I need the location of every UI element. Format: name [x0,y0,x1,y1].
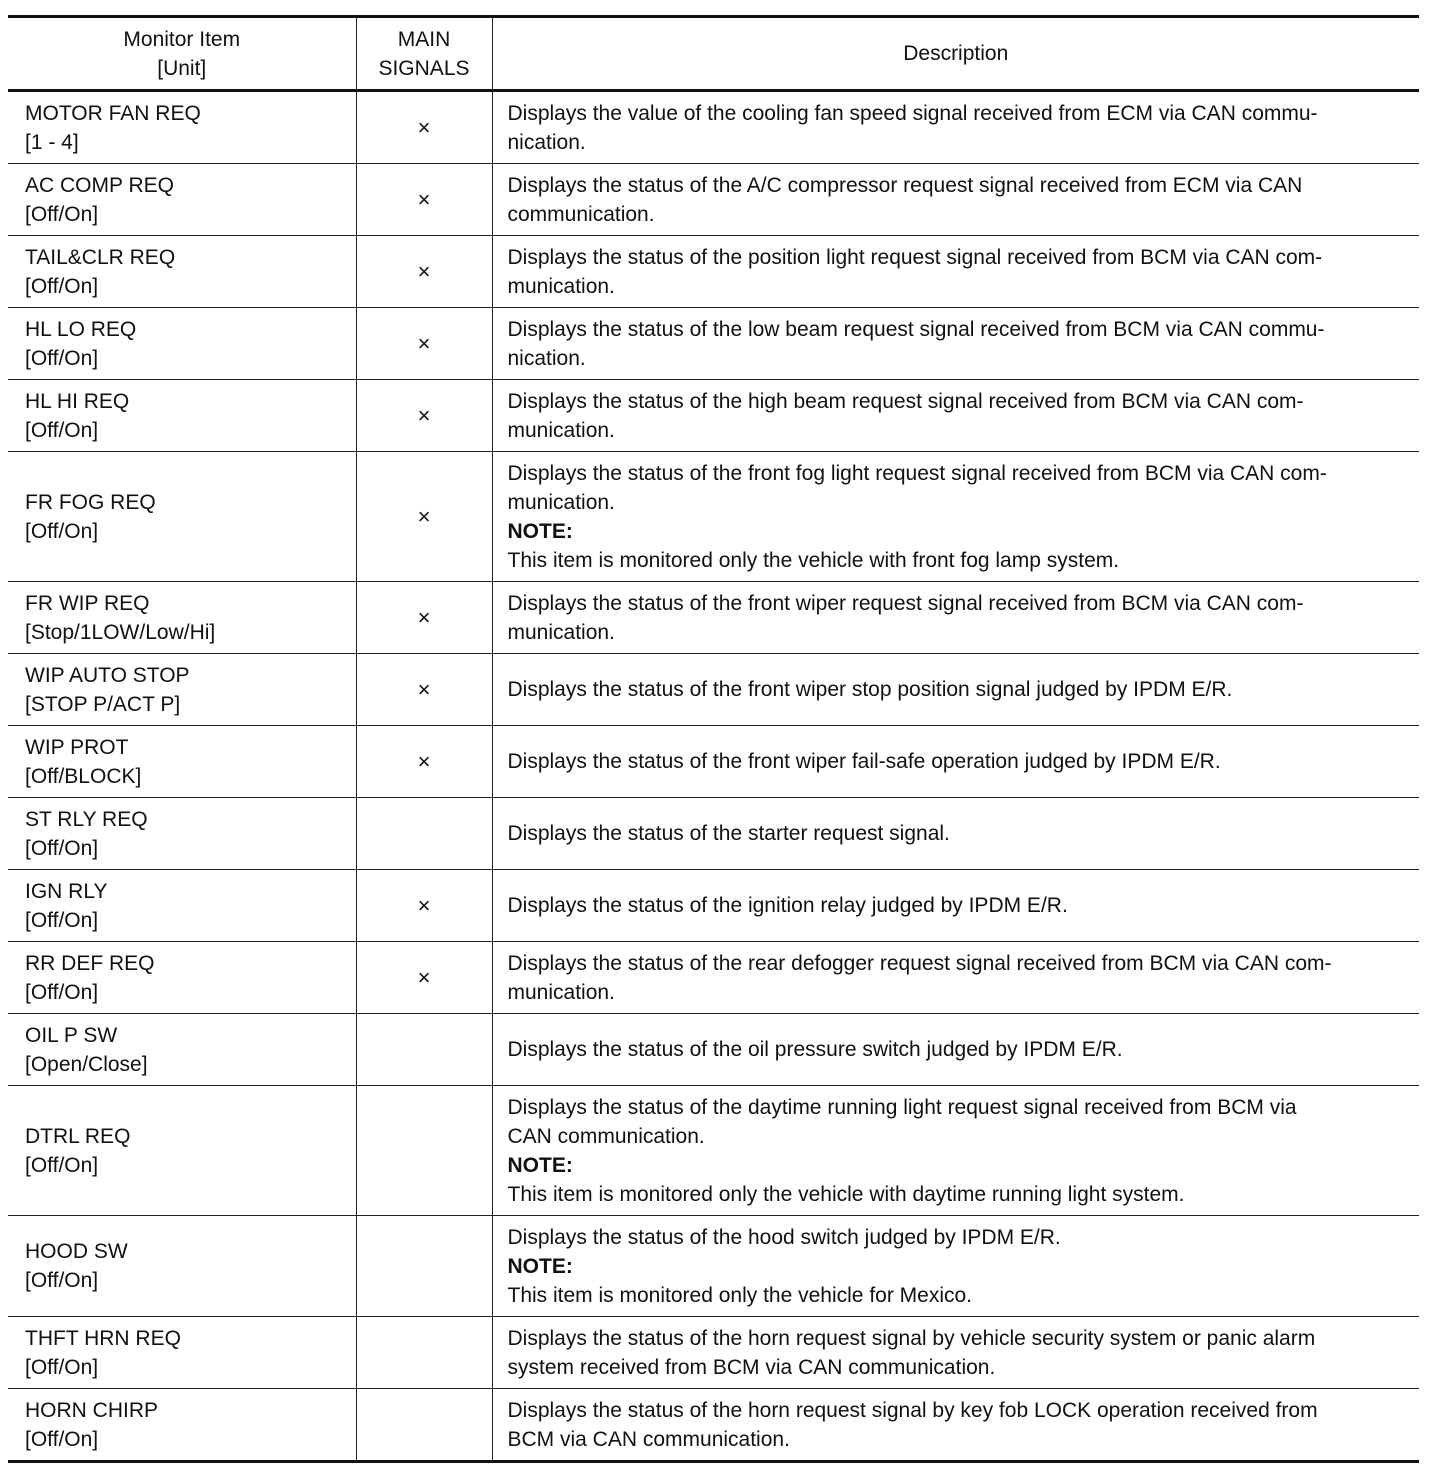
description-cell [492,654,1419,726]
table-row [8,452,1419,582]
monitor-item-unit: [Off/On] [25,519,99,543]
description-line: munication. [507,980,615,1004]
header-unit-label: [Unit] [157,56,207,80]
monitor-item-unit: [Off/On] [25,202,99,226]
monitor-item-name: MOTOR FAN REQ [25,101,201,125]
main-signal-mark: × [356,654,492,726]
description-line: Displays the status of the hood switch judged by IPDM E/R. [507,1225,1061,1249]
monitor-item-table [8,15,1419,1463]
description-cell [492,798,1419,870]
monitor-item-name: FR WIP REQ [25,591,150,615]
monitor-item-unit: [Off/On] [25,908,99,932]
monitor-item-name: FR FOG REQ [25,490,156,514]
description-line: Displays the status of the ignition relay judged by IPDM E/R. [507,894,1068,917]
monitor-item-unit: [Stop/1LOW/Low/Hi] [25,620,216,644]
note-text: This item is monitored only the vehicle for Mexico. [507,1283,973,1307]
main-signal-mark: × [356,942,492,1014]
table-header-row [8,17,1419,91]
table-row [8,1216,1419,1317]
monitor-item-cell [8,726,356,798]
description-line: Displays the status of the front wiper request signal received from BCM via CAN com- [507,591,1304,615]
monitor-item-unit: [STOP P/ACT P] [25,692,181,716]
monitor-item-unit: [Off/On] [25,836,99,860]
monitor-item-cell [8,798,356,870]
description-line: Displays the status of the rear defogger request signal received from BCM via CAN com- [507,951,1332,975]
table-row [8,726,1419,798]
description-line: Displays the status of the front wiper stop position signal judged by IPDM E/R. [507,678,1233,701]
description-line: Displays the status of the high beam request signal received from BCM via CAN com- [507,389,1304,413]
main-signal-mark: × [356,870,492,942]
description-line: nication. [507,346,586,370]
description-line: Displays the status of the oil pressure switch judged by IPDM E/R. [507,1038,1123,1061]
main-signal-mark [356,1216,492,1317]
description-line: Displays the status of the position light request signal received from BCM via CAN com- [507,245,1323,269]
table-row [8,582,1419,654]
main-signal-mark: × [356,164,492,236]
description-line: CAN communication. [507,1124,705,1148]
monitor-item-unit: [Off/BLOCK] [25,764,142,788]
description-cell [492,1216,1419,1317]
main-signal-mark: × [356,308,492,380]
header-monitor-item-label: Monitor Item [123,27,241,51]
description-line: Displays the status of the horn request signal by vehicle security system or panic alarm [507,1326,1316,1350]
table-row [8,798,1419,870]
description-line: Displays the status of the low beam request signal received from BCM via CAN commu- [507,317,1325,341]
description-line: Displays the status of the front wiper fail-safe operation judged by IPDM E/R. [507,750,1221,773]
description-line: Displays the status of the A/C compressor request signal received from ECM via CAN [507,173,1303,197]
monitor-item-name: OIL P SW [25,1023,118,1047]
monitor-item-name: THFT HRN REQ [25,1326,181,1350]
description-cell [492,236,1419,308]
description-line: nication. [507,130,586,154]
monitor-item-cell [8,1014,356,1086]
header-signals-label: SIGNALS [378,56,470,80]
monitor-item-name: IGN RLY [25,879,108,903]
note-label: NOTE: [507,519,573,543]
monitor-item-name: HL HI REQ [25,389,130,413]
note-label: NOTE: [507,1254,573,1278]
monitor-item-name: ST RLY REQ [25,807,148,831]
monitor-item-cell [8,942,356,1014]
main-signal-mark [356,1389,492,1462]
monitor-item-name: TAIL&CLR REQ [25,245,176,269]
description-line: Displays the status of the daytime running light request signal received from BCM via [507,1095,1297,1119]
monitor-item-unit: [Off/On] [25,418,99,442]
table-row [8,870,1419,942]
description-cell [492,452,1419,582]
monitor-item-cell [8,236,356,308]
description-cell [492,1014,1419,1086]
table-row [8,1317,1419,1389]
description-cell [492,942,1419,1014]
monitor-table-container [8,15,1419,1463]
monitor-item-cell [8,582,356,654]
table-row [8,654,1419,726]
description-line: Displays the status of the horn request signal by key fob LOCK operation received from [507,1398,1318,1422]
monitor-item-unit: [Off/On] [25,1355,99,1379]
monitor-item-name: RR DEF REQ [25,951,155,975]
monitor-item-name: HL LO REQ [25,317,137,341]
header-main-signals [356,17,492,91]
main-signal-mark: × [356,582,492,654]
monitor-item-cell [8,1216,356,1317]
description-line: Displays the status of the front fog light request signal received from BCM via CAN com- [507,461,1327,485]
description-cell [492,91,1419,164]
monitor-item-unit: [Off/On] [25,1427,99,1451]
monitor-item-unit: [Off/On] [25,346,99,370]
table-row [8,236,1419,308]
main-signal-mark [356,1317,492,1389]
monitor-item-unit: [Off/On] [25,274,99,298]
description-line: munication. [507,274,615,298]
note-label: NOTE: [507,1153,573,1177]
table-row [8,91,1419,164]
main-signal-mark: × [356,726,492,798]
monitor-item-cell [8,654,356,726]
monitor-item-cell [8,308,356,380]
monitor-item-cell [8,1317,356,1389]
description-line: system received from BCM via CAN communication. [507,1355,996,1379]
monitor-item-name: HOOD SW [25,1240,128,1263]
main-signal-mark: × [356,452,492,582]
description-cell [492,164,1419,236]
table-row [8,380,1419,452]
header-main-label: MAIN [397,27,451,51]
description-cell [492,582,1419,654]
monitor-item-cell [8,380,356,452]
main-signal-mark: × [356,380,492,452]
monitor-item-unit: [Off/On] [25,1153,99,1177]
description-line: Displays the value of the cooling fan speed signal received from ECM via CAN commu- [507,101,1318,125]
monitor-item-cell [8,164,356,236]
description-cell [492,1389,1419,1462]
description-cell [492,1086,1419,1216]
table-row [8,1389,1419,1462]
description-cell [492,380,1419,452]
monitor-item-unit: [Open/Close] [25,1052,148,1076]
table-body [8,91,1419,1462]
description-cell [492,1317,1419,1389]
description-line: communication. [507,202,655,226]
main-signal-mark: × [356,91,492,164]
monitor-item-name: DTRL REQ [25,1124,131,1148]
description-line: BCM via CAN communication. [507,1427,790,1451]
description-line: munication. [507,418,615,442]
header-description: Description [492,17,1419,91]
main-signal-mark [356,798,492,870]
monitor-item-cell [8,91,356,164]
table-row [8,1014,1419,1086]
monitor-item-cell [8,1086,356,1216]
table-row [8,1086,1419,1216]
table-row [8,308,1419,380]
main-signal-mark [356,1014,492,1086]
description-line: munication. [507,620,615,644]
description-cell [492,870,1419,942]
monitor-item-unit: [Off/On] [25,980,99,1004]
monitor-item-name: AC COMP REQ [25,173,174,197]
description-cell [492,726,1419,798]
monitor-item-name: WIP AUTO STOP [25,663,190,687]
header-monitor-item [8,17,356,91]
monitor-item-name: HORN CHIRP [25,1398,159,1422]
monitor-item-cell [8,1389,356,1462]
main-signal-mark [356,1086,492,1216]
note-text: This item is monitored only the vehicle with front fog lamp system. [507,548,1120,572]
monitor-item-unit: [Off/On] [25,1269,99,1292]
monitor-item-cell [8,870,356,942]
monitor-item-unit: [1 - 4] [25,130,79,154]
monitor-item-name: WIP PROT [25,735,129,759]
main-signal-mark: × [356,236,492,308]
monitor-item-cell [8,452,356,582]
note-text: This item is monitored only the vehicle with daytime running light system. [507,1182,1185,1206]
description-line: munication. [507,490,615,514]
table-row [8,942,1419,1014]
table-row [8,164,1419,236]
description-line: Displays the status of the starter request signal. [507,822,950,845]
description-cell [492,308,1419,380]
